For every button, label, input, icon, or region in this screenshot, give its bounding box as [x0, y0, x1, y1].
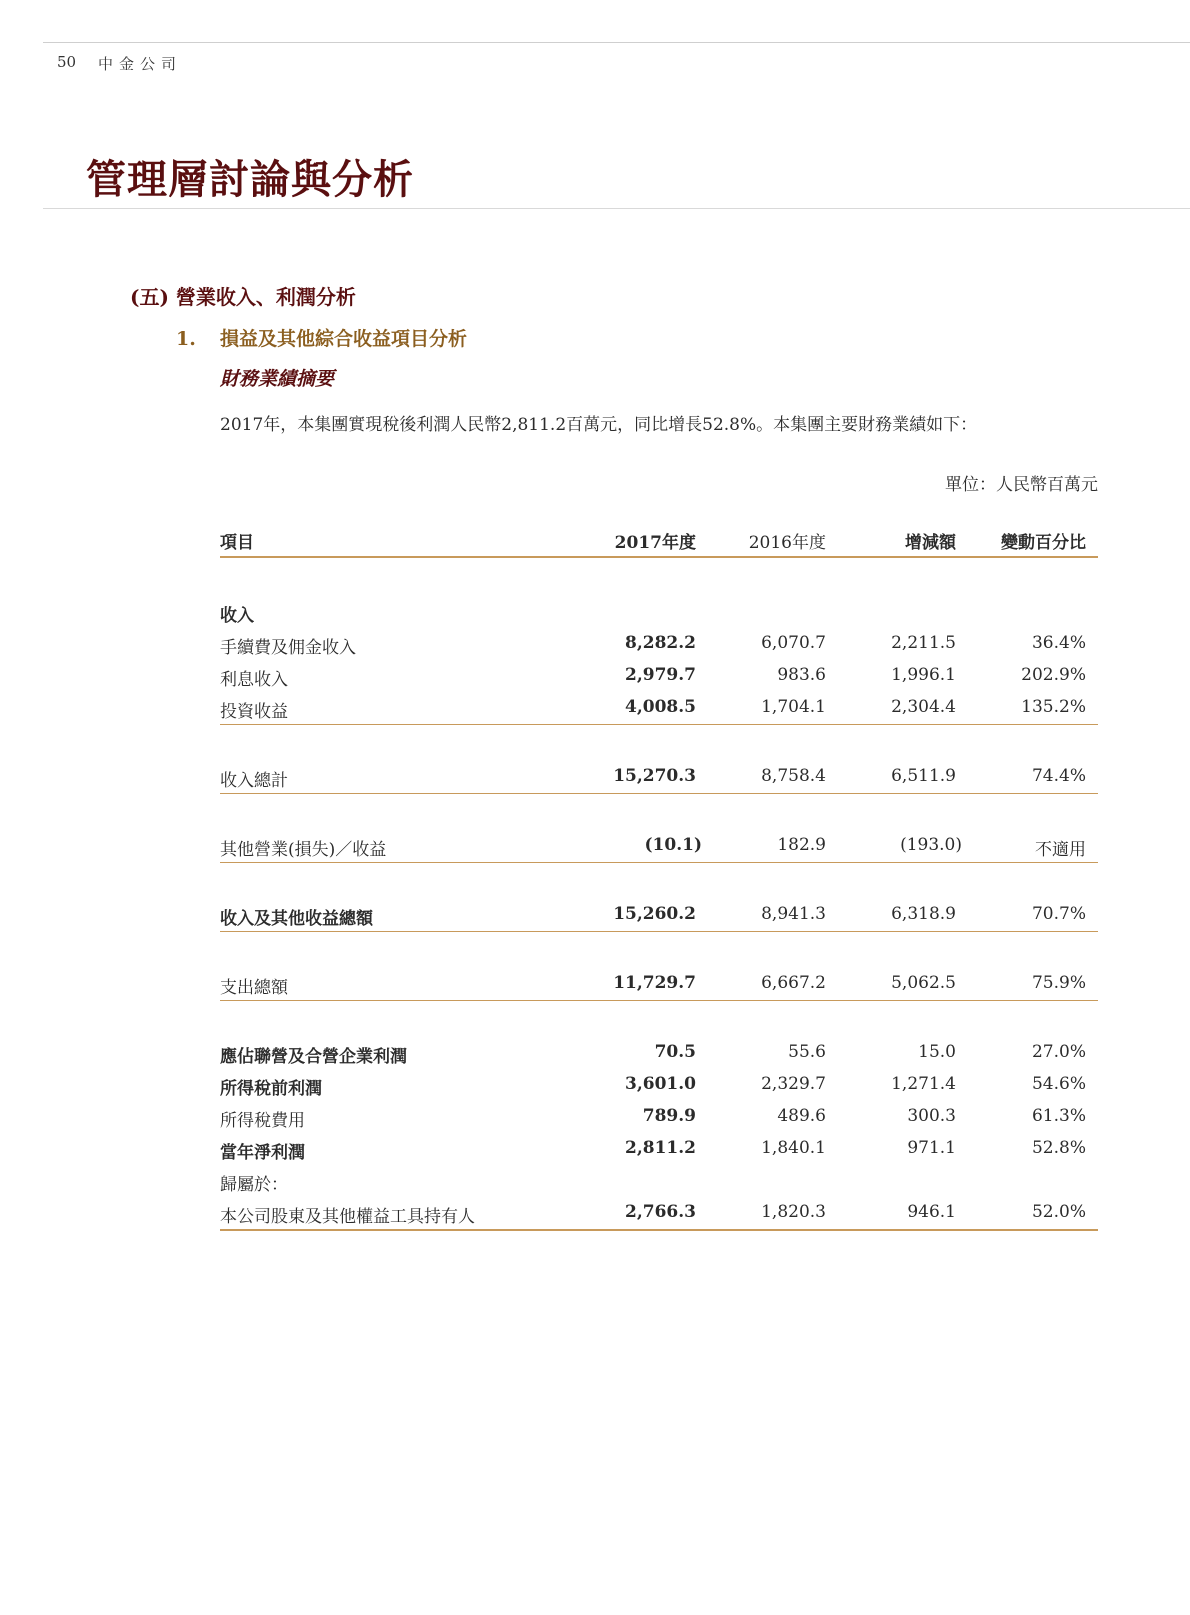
row-item: 收入及其他收益總額	[220, 909, 373, 929]
header-pct: 變動百分比	[1001, 533, 1086, 553]
page-header	[0, 0, 1190, 80]
header-rule	[43, 42, 1190, 43]
row-item: 應佔聯營及合營企業利潤	[220, 1047, 407, 1067]
subsection-number: 1.	[176, 328, 196, 350]
row-item: 手續費及佣金收入	[220, 638, 356, 658]
row-2017: 15,270.3	[613, 766, 696, 786]
row-change: 300.3	[907, 1106, 956, 1126]
row-2016: 55.6	[788, 1042, 826, 1062]
header-change: 增減額	[905, 533, 956, 553]
table-row	[220, 660, 1098, 692]
row-2017: 2,979.7	[625, 665, 696, 685]
row-2016: 1,704.1	[761, 697, 826, 717]
financial-table	[220, 520, 1098, 1231]
table-row	[220, 596, 1098, 628]
unit-note: 單位：人民幣百萬元	[945, 475, 1098, 495]
row-item: 其他營業(損失)／收益	[220, 840, 387, 860]
row-item: 當年淨利潤	[220, 1143, 305, 1163]
row-item: 支出總額	[220, 978, 288, 998]
row-pct: 61.3%	[1031, 1106, 1086, 1126]
row-change: 971.1	[907, 1138, 956, 1158]
row-change: 2,304.4	[891, 697, 956, 717]
row-change: 1,271.4	[891, 1074, 956, 1094]
row-2017: 2,811.2	[625, 1138, 696, 1158]
revenue-label: 收入	[220, 606, 254, 626]
table-row	[220, 1165, 1098, 1197]
table-row	[220, 830, 1098, 863]
table-row	[220, 692, 1098, 725]
table-row	[220, 1069, 1098, 1101]
row-pct: 75.9%	[1031, 973, 1086, 993]
page-title: 管理層討論與分析	[86, 156, 414, 203]
row-2017: 4,008.5	[625, 697, 696, 717]
row-pct: 52.8%	[1031, 1138, 1086, 1158]
section-heading: (五) 營業收入、利潤分析	[130, 285, 356, 309]
row-2016: 1,840.1	[761, 1138, 826, 1158]
subsubsection-heading: 財務業績摘要	[220, 368, 335, 390]
row-change: 5,062.5	[891, 973, 956, 993]
row-item: 歸屬於：	[220, 1175, 288, 1195]
table-row	[220, 1101, 1098, 1133]
row-pct: 135.2%	[1021, 697, 1086, 717]
row-2016: 489.6	[777, 1106, 826, 1126]
row-change: (193.0)	[900, 835, 962, 855]
row-2016: 2,329.7	[761, 1074, 826, 1094]
row-item: 收入總計	[220, 771, 288, 791]
row-2016: 8,941.3	[761, 904, 826, 924]
subsection-title: 損益及其他綜合收益項目分析	[220, 328, 468, 350]
table-row	[220, 761, 1098, 794]
row-2016: 6,667.2	[761, 973, 826, 993]
row-change: 1,996.1	[891, 665, 956, 685]
row-change: 2,211.5	[891, 633, 956, 653]
row-item: 利息收入	[220, 670, 288, 690]
row-2016: 1,820.3	[761, 1202, 826, 1222]
summary-paragraph: 2017年，本集團實現稅後利潤人民幣2,811.2百萬元，同比增長52.8%。本集團主要財務業績如下：	[220, 415, 978, 435]
row-pct: 不適用	[1035, 840, 1086, 860]
row-2017: 8,282.2	[625, 633, 696, 653]
row-item: 所得稅前利潤	[220, 1079, 322, 1099]
table-header-row	[220, 520, 1098, 558]
row-pct: 70.7%	[1031, 904, 1086, 924]
row-pct: 74.4%	[1031, 766, 1086, 786]
row-pct: 52.0%	[1031, 1202, 1086, 1222]
row-2016: 8,758.4	[761, 766, 826, 786]
header-item: 項目	[220, 533, 254, 553]
row-change: 946.1	[907, 1202, 956, 1222]
header-2016: 2016年度	[748, 533, 826, 553]
table-row	[220, 1133, 1098, 1165]
row-2017: 789.9	[642, 1106, 696, 1126]
row-item: 投資收益	[220, 702, 288, 722]
page-number: 50	[57, 53, 77, 71]
header-2017: 2017年度	[614, 533, 696, 553]
table-row	[220, 1037, 1098, 1069]
row-2016: 6,070.7	[761, 633, 826, 653]
company-name: 中金公司	[98, 55, 183, 73]
row-item: 本公司股東及其他權益工具持有人	[220, 1207, 475, 1227]
table-row	[220, 968, 1098, 1001]
row-change: 6,511.9	[891, 766, 956, 786]
row-pct: 36.4%	[1031, 633, 1086, 653]
row-2017: 2,766.3	[625, 1202, 696, 1222]
row-change: 6,318.9	[891, 904, 956, 924]
subsection-heading	[176, 324, 467, 351]
row-item: 所得稅費用	[220, 1111, 305, 1131]
row-2017: 11,729.7	[613, 973, 696, 993]
row-2016: 983.6	[777, 665, 826, 685]
table-row	[220, 1197, 1098, 1231]
table-row	[220, 628, 1098, 660]
row-pct: 27.0%	[1031, 1042, 1086, 1062]
title-rule	[43, 208, 1190, 209]
row-2017: 15,260.2	[613, 904, 696, 924]
row-2017: 3,601.0	[625, 1074, 696, 1094]
row-change: 15.0	[918, 1042, 956, 1062]
row-pct: 202.9%	[1021, 665, 1086, 685]
table-row	[220, 899, 1098, 932]
row-pct: 54.6%	[1031, 1074, 1086, 1094]
row-2017: (10.1)	[644, 835, 702, 855]
row-2016: 182.9	[777, 835, 826, 855]
row-2017: 70.5	[654, 1042, 696, 1062]
